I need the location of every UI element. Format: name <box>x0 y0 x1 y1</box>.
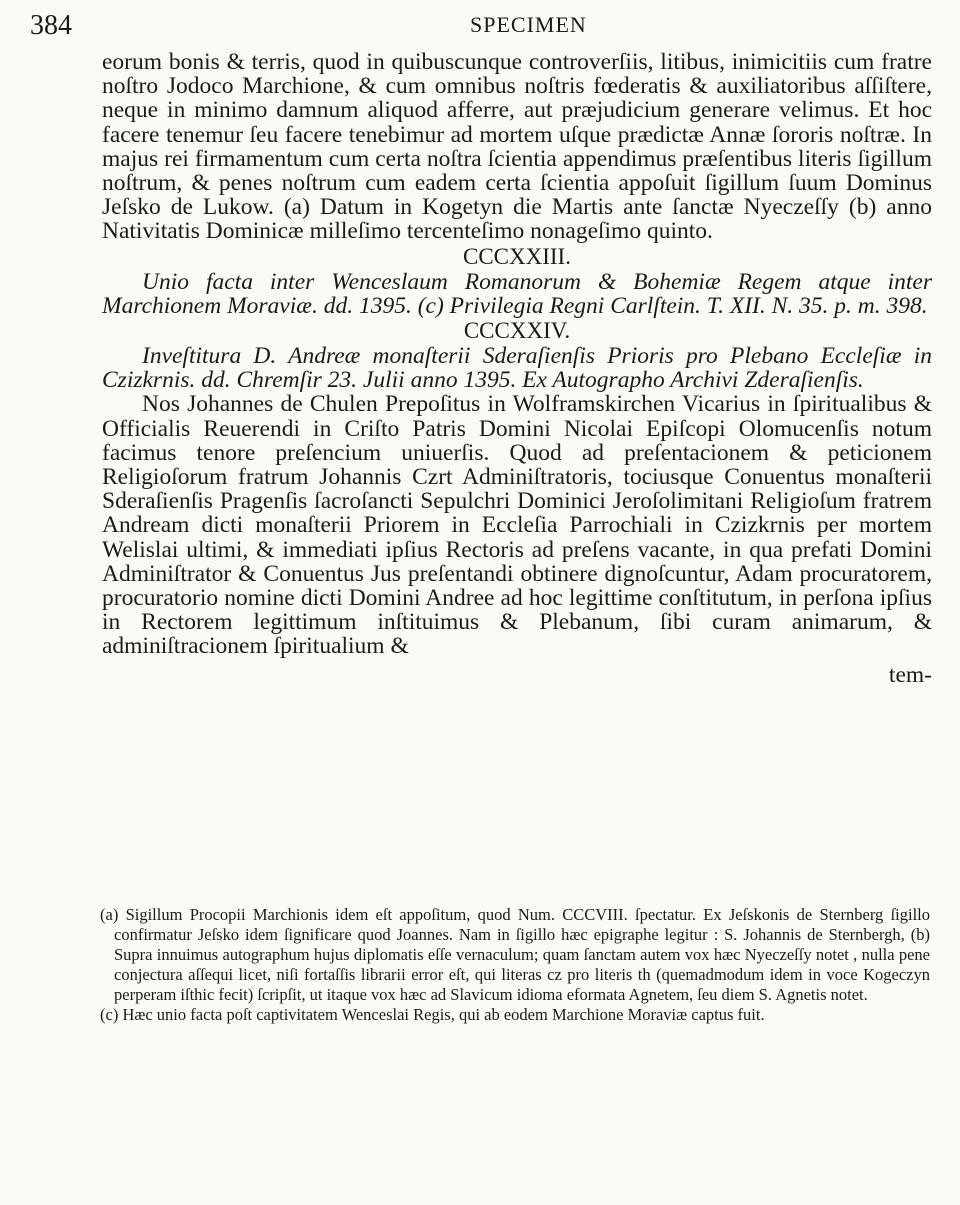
catchword: tem- <box>888 661 932 688</box>
document-number-323: CCCXXIII. <box>463 243 571 269</box>
page-number: 384 <box>30 10 72 41</box>
paragraph-continuation: eorum bonis & terris, quod in quibuscunque controverſiis, litibus, inimicitiis cum fratre noſtro Jodoco Marchione, & cum omnibus noſtris fœderatis & auxiliatoribus aſſiſtere, neque in minimo damnum aliquod afferre, aut præjudicium generare velimus. Et hoc facere tenemur ſeu facere tenebimur ad mortem uſque prædictæ Annæ ſororis noſtræ. In majus rei firmamentum cum certa noſtra ſcientia appendimus præſentibus literis ſigillum noſtrum, & penes noſtrum cum eadem certa ſcientia appoſuit ſigillum ſuum Dominus Jeſsko de Lukow. (a) Datum in Kogetyn die Martis ante ſanctæ Nyeczeſſy (b) anno Nativitatis Dominicæ milleſimo tercenteſimo nonageſimo quinto. <box>102 49 932 245</box>
document-number-324: CCCXXIV. <box>463 318 571 344</box>
main-text <box>102 50 932 687</box>
rubric-323: Unio facta inter Wenceslaum Romanorum & Bohemiæ Regem atque inter Marchionem Moraviæ. dd. 1395. (c) Privilegia Regni Carlſtein. T. XII. N. 35. p. m. 398. <box>102 268 932 319</box>
footnotes <box>100 905 930 1025</box>
footnote-c: (c) Hæc unio facta poſt captivitatem Wenceslai Regis, qui ab eodem Marchione Moraviæ captus fuit. <box>100 1005 765 1024</box>
page-header <box>0 6 960 46</box>
paragraph-charter: Nos Johannes de Chulen Prepoſitus in Wolframskirchen Vicarius in ſpiritualibus & Officialis Reuerendi in Criſto Patris Domini Nicolai Epiſcopi Olomucenſis notum facimus tenore preſencium uniuerſis. Quod ad preſentacionem & peticionem Religioſorum fratrum Johannis Czrt Adminiſtratoris, tociusque Conuentus monaſterii Sderaſienſis Pragenſis ſacroſancti Sepulchri Dominici Jeroſolimitani Religioſum fratrem Andream dicti monaſterii Priorem in Eccleſia Parrochiali in Czizkrnis per mortem Welislai ultimi, & immediati ipſius Rectoris ad preſens vacante, in qua prefati Domini Adminiſtrator & Conuentus Jus preſentandi obtinere dignoſcuntur, Adam procuratorem, procuratorio nomine dicti Domini Andree ad hoc legittime conſtitutum, in perſona ipſius in Rectorem legittimum inſtituimus & Plebanum, ſibi curam animarum, & adminiſtracionem ſpiritualium & <box>102 391 932 660</box>
running-head: SPECIMEN <box>470 12 587 37</box>
footnote-a-b: (a) Sigillum Procopii Marchionis idem eſt appoſitum, quod Num. CCCVIII. ſpectatur. Ex Jeſskonis de Sternberg ſigillo confirmatur Jeſsko idem ſignificare quod Joannes. Nam in ſigillo hæc epigraphe legitur : S. Johannis de Sternbergh, (b) Supra innuimus autographum hujus diplomatis eſſe vernaculum; quam ſanctam autem vox hæc Nyeczeſſy notet , nulla pene conjectura aſſequi licet, niſi fortaſſis librarii error eſt, qui literas cz pro literis th (quemadmodum idem in voce Kogeczyn perperam iſthic fecit) ſcripſit, ut itaque vox hæc ad Slavicum idioma eformata Agnetem, ſeu diem S. Agnetis notet. <box>100 905 930 1004</box>
rubric-324: Inveſtitura D. Andreæ monaſterii Sderaſienſis Prioris pro Plebano Eccleſiæ in Czizkrnis. dd. Chremſir 23. Julii anno 1395. Ex Autographo Archivi Zderaſienſis. <box>102 343 932 394</box>
